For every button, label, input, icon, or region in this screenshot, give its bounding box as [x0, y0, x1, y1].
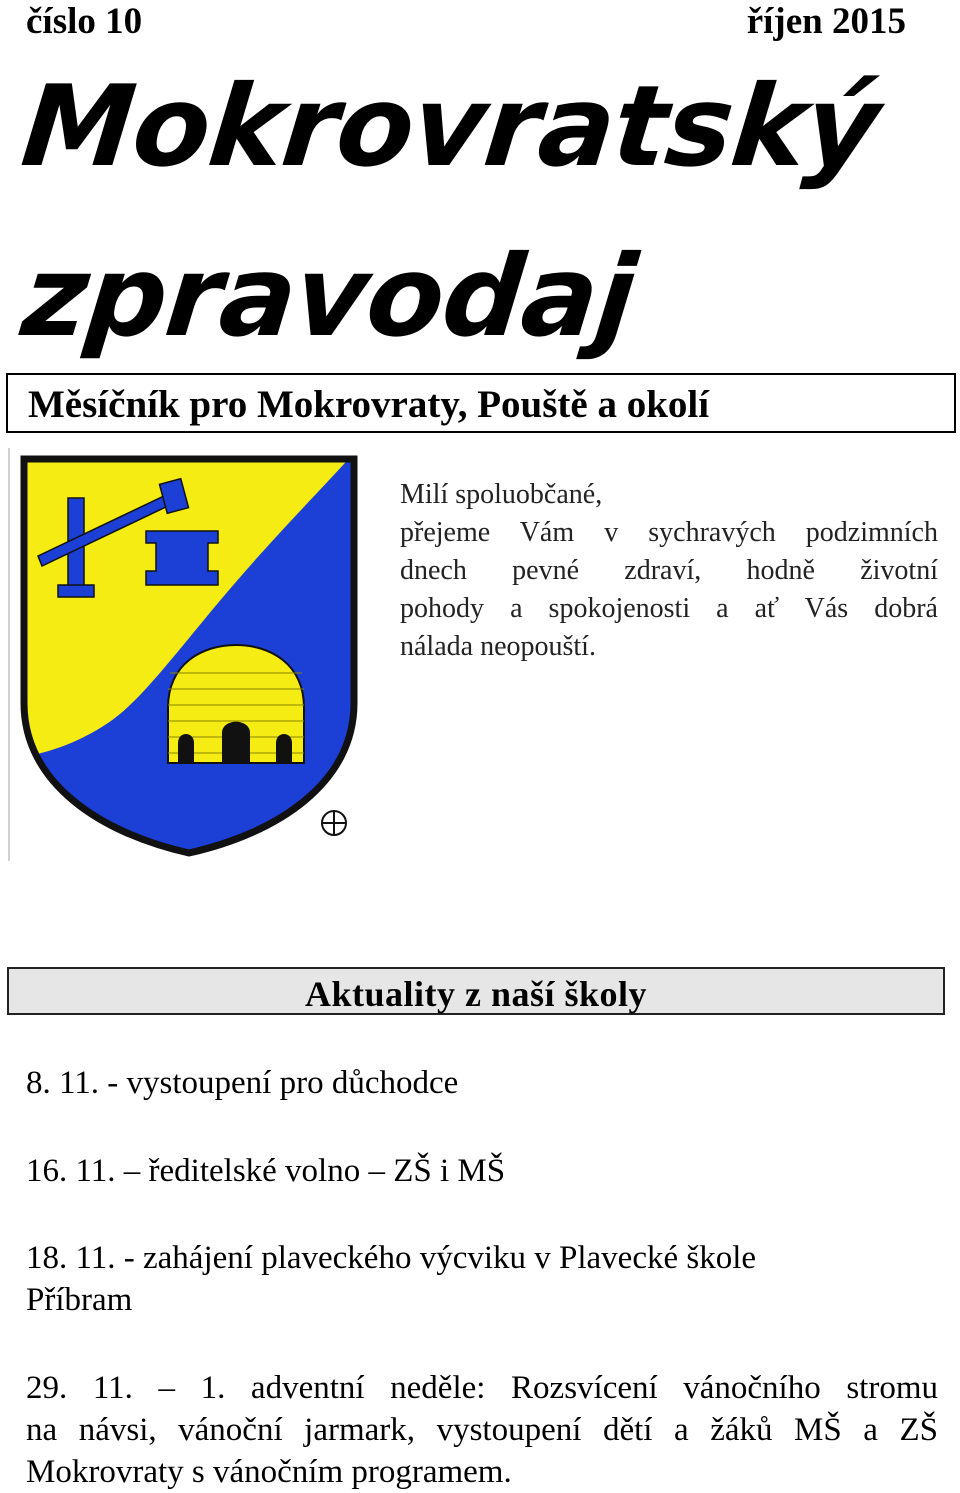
crest-signature-mark: [322, 811, 346, 835]
event-item: [26, 1237, 938, 1321]
section-header: [7, 967, 945, 1015]
event-item: [26, 1367, 938, 1493]
subtitle-box: [6, 373, 956, 433]
crest-divider: [8, 448, 10, 861]
greeting-line: Milí spoluobčané,: [400, 479, 603, 510]
greeting-line: nálada neopouští.: [400, 631, 596, 662]
greeting-line: pohody a spokojenosti a ať Vás dobrá: [400, 593, 938, 624]
crest-mortar-icon: [146, 531, 218, 585]
greeting: [400, 476, 938, 666]
event-line: Mokrovraty s vánočním programem.: [26, 1454, 512, 1490]
event-line: 29. 11. – 1. adventní neděle: Rozsvícení vánočního stromu: [26, 1370, 938, 1406]
issue-date: říjen 2015: [746, 1, 906, 42]
event-item: 8. 11. - vystoupení pro důchodce: [26, 1065, 459, 1101]
crest-kiln-icon: [168, 645, 304, 763]
event-line: na návsi, vánoční jarmark, vystoupení dětí a žáků MŠ a ZŠ: [26, 1412, 938, 1448]
issue-number: číslo 10: [26, 1, 143, 42]
masthead-title-line2: zpravodaj: [16, 232, 642, 362]
coat-of-arms-icon: [18, 453, 360, 858]
greeting-line: přejeme Vám v sychravých podzimních: [400, 517, 938, 548]
greeting-line: dnech pevné zdraví, hodně životní: [400, 555, 938, 586]
event-line: Příbram: [26, 1282, 133, 1318]
event-line: 18. 11. - zahájení plaveckého výcviku v Plavecké škole: [26, 1240, 757, 1276]
section-title: Aktuality z naší školy: [304, 974, 648, 1014]
masthead-title-line1: Mokrovratský: [16, 62, 885, 192]
event-item: 16. 11. – ředitelské volno – ZŠ i MŠ: [26, 1153, 506, 1189]
subtitle: Měsíčník pro Mokrovraty, Pouště a okolí: [28, 383, 710, 426]
